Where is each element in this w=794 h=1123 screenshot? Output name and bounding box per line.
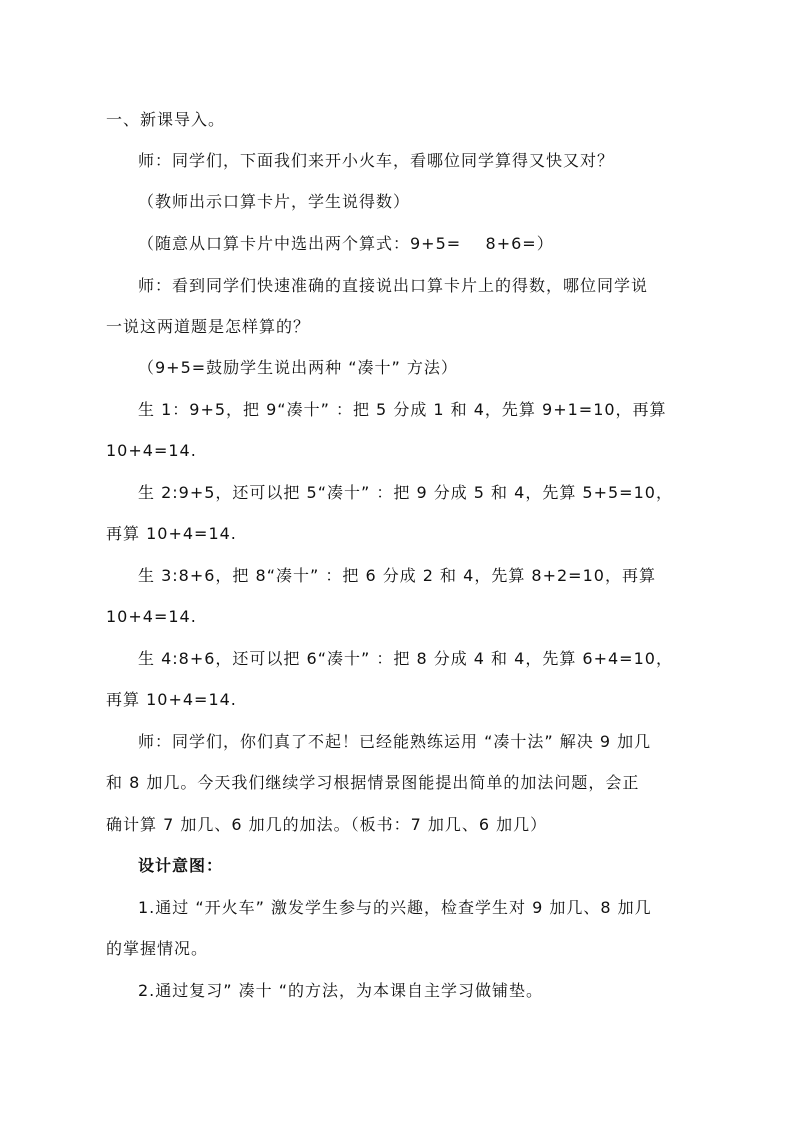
paragraph-line: 一说这两道题是怎样算的？ (106, 317, 311, 336)
paragraph-line: 确计算 7 加几、6 加几的加法。（板书：7 加几、6 加几） (106, 815, 548, 834)
paragraph-line: 2.通过复习” 凑十 “的方法，为本课自主学习做铺垫。 (138, 981, 544, 1000)
paragraph-line: （随意从口算卡片中选出两个算式：9+5= 8+6=） (138, 234, 554, 253)
paragraph-line: 生 2:9+5，还可以把 5“凑十” ：把 9 分成 5 和 4，先算 5+5=10， (138, 483, 673, 502)
paragraph-line: 和 8 加几。今天我们继续学习根据情景图能提出简单的加法问题，会正 (106, 773, 640, 792)
paragraph-line: 10+4=14. (106, 607, 197, 626)
paragraph-line: 再算 10+4=14. (106, 690, 237, 709)
paragraph-line: 生 1：9+5，把 9“凑十” ：把 5 分成 1 和 4，先算 9+1=10，再算 (138, 400, 667, 419)
paragraph-line: 的掌握情况。 (106, 939, 209, 958)
paragraph-line: 师：看到同学们快速准确的直接说出口算卡片上的得数，哪位同学说 (138, 276, 649, 295)
paragraph-line: 师：同学们，你们真了不起！已经能熟练运用 “凑十法” 解决 9 加几 (138, 732, 652, 751)
paragraph-line: 生 4:8+6，还可以把 6“凑十” ：把 8 分成 4 和 4，先算 6+4=10， (138, 649, 673, 668)
section-heading: 一、新课导入。 (106, 110, 226, 129)
paragraph-line: 师：同学们，下面我们来开小火车，看哪位同学算得又快又对？ (138, 151, 615, 170)
paragraph-line: 再算 10+4=14. (106, 524, 237, 543)
paragraph-line: 生 3:8+6，把 8“凑十” ：把 6 分成 2 和 4，先算 8+2=10，再算 (138, 566, 656, 585)
paragraph-line: （9+5=鼓励学生说出两种 “凑十” 方法） (138, 358, 458, 377)
paragraph-line: （教师出示口算卡片，学生说得数） (138, 192, 411, 211)
design-intent-heading: 设计意图： (138, 856, 224, 875)
paragraph-line: 10+4=14. (106, 441, 197, 460)
paragraph-line: 1.通过 “开火车” 激发学生参与的兴趣，检查学生对 9 加几、8 加几 (138, 898, 652, 917)
